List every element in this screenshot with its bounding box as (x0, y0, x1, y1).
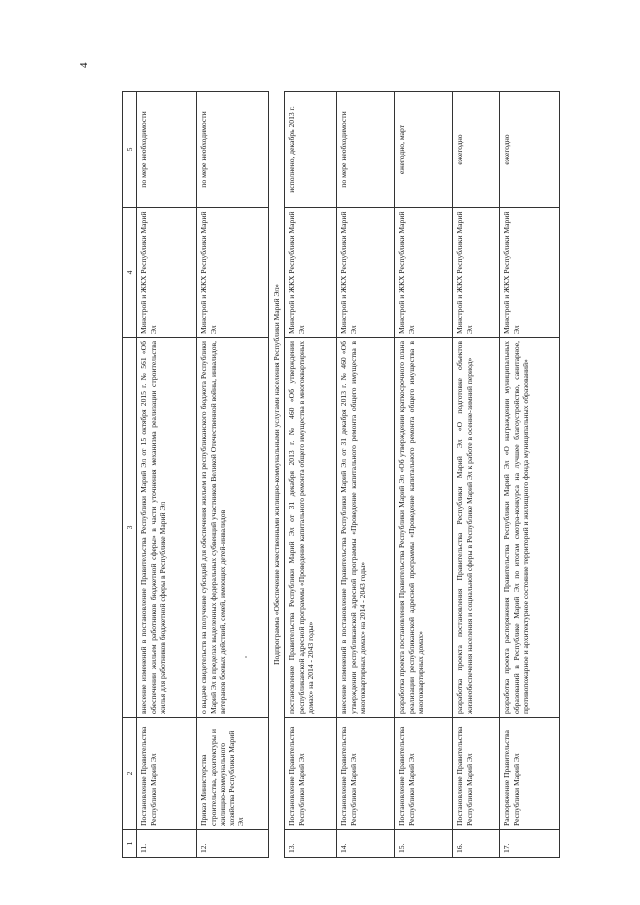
document-type: Приказ Министерства строительства, архитектуры и жилищно-коммунального хозяйства Республики Марий Эл (197, 718, 269, 830)
deadline: ежегодно (500, 92, 560, 208)
deadline: исполнено, декабрь 2013 г. (285, 92, 337, 208)
header-col-3: 3 (123, 338, 137, 718)
table-row (285, 92, 337, 858)
measure-description: внесение изменений в постановление Правительства Республики Марий Эл от 31 декабря 2013 г. № 460 «Об утверждении республиканской адресной программы «Проведение капитального ремонта общего имущества в многоквартирных домах» на 2014 - 2043 годы» (337, 338, 395, 718)
measure-description: постановление Правительства Республики Марий Эл от 31 декабря 2013 г. № 460 «Об утверждении республиканской адресной программы «Проведение капитального ремонта общего имущества в многоквартирных домах» на 2014 - 2043 годы» (285, 338, 337, 718)
table-row (395, 92, 453, 858)
document-type: Постановление Правительства Республики Марий Эл (137, 718, 197, 830)
row-number: 15. (395, 830, 453, 858)
responsible-body: Минстрой и ЖКХ Республики Марий Эл (285, 208, 337, 338)
row-number: 17. (500, 830, 560, 858)
document-type: Распоряжение Правительства Республики Марий Эл (500, 718, 560, 830)
header-row (123, 92, 137, 858)
deadline: ежегодно (453, 92, 500, 208)
document-type: Постановление Правительства Республики Марий Эл (285, 718, 337, 830)
page-number: 4 (78, 62, 90, 68)
header-col-4: 4 (123, 208, 137, 338)
responsible-body: Минстрой и ЖКХ Республики Марий Эл (197, 208, 269, 338)
row-number: 16. (453, 830, 500, 858)
responsible-body: Минстрой и ЖКХ Республики Марий Эл (337, 208, 395, 338)
header-col-1: 1 (123, 830, 137, 858)
deadline: по мере необходимости (337, 92, 395, 208)
row-number: 14. (337, 830, 395, 858)
responsible-body: Минстрой и ЖКХ Республики Марий Эл (500, 208, 560, 338)
table-row (197, 92, 269, 858)
measure-description: разработка проекта распоряжения Правительства Республики Марий Эл «О награждении муниципальных образований в Республике Марий Эл по итогам смотра-конкурса на лучшее благоустройство, санитарное, противопожарное и архитектурное состояние территорий и жилищного фонда муниципальных образований» (500, 338, 560, 718)
subprogram-title: Подпрограмма «Обеспечение качественными жилищно-коммунальными услугами населения Республики Марий Эл» (269, 92, 285, 858)
document-type: Постановление Правительства Республики Марий Эл (395, 718, 453, 830)
row-number: 11. (137, 830, 197, 858)
row-number: 13. (285, 830, 337, 858)
header-col-5: 5 (123, 92, 137, 208)
deadline: ежегодно, март (395, 92, 453, 208)
responsible-body: Минстрой и ЖКХ Республики Марий Эл (453, 208, 500, 338)
measure-description: разработка проекта постановления Правительства Республики Марий Эл «О подготовке объектов жизнеобеспечения населения и социальной сферы в Республике Марий Эл к работе в осенне-зимний период» (453, 338, 500, 718)
rotated-table-wrapper (122, 92, 558, 858)
responsible-body: Минстрой и ЖКХ Республики Марий Эл (137, 208, 197, 338)
deadline: по мере необходимости (137, 92, 197, 208)
table-row (500, 92, 560, 858)
responsible-body: Минстрой и ЖКХ Республики Марий Эл (395, 208, 453, 338)
header-col-2: 2 (123, 718, 137, 830)
table-row (137, 92, 197, 858)
measure-description: о выдаче свидетельств на получение субсидий для обеспечения жильем из республиканского бюджета Республики Марий Эл в пределах выделенных федеральных субвенций участников Великой Отечественной войны, инвалидов, ветеранов боевых действий, семей, имеющих детей-инвалидов (197, 338, 269, 718)
measures-table (122, 91, 560, 858)
table-row (337, 92, 395, 858)
document-type: Постановление Правительства Республики Марий Эл (453, 718, 500, 830)
document-type: Постановление Правительства Республики Марий Эл (337, 718, 395, 830)
row-number: 12. (197, 830, 269, 858)
measure-description: внесение изменений в постановление Правительства Республики Марий Эл от 15 октября 2015 г. № 561 «Об обеспечении жильем работников бюджетной сферы» в части уточнения механизма реализации строительства жилья для работников бюджетной сферы в Республике Марий Эл (137, 338, 197, 718)
table-row (453, 92, 500, 858)
measure-description: разработка проекта постановления Правительства Республики Марий Эл «Об утверждении краткосрочного плана реализации республиканской адресной программы «Проведение капитального ремонта общего имущества в многоквартирных домах» (395, 338, 453, 718)
subprogram-row (269, 92, 285, 858)
deadline: по мере необходимости (197, 92, 269, 208)
